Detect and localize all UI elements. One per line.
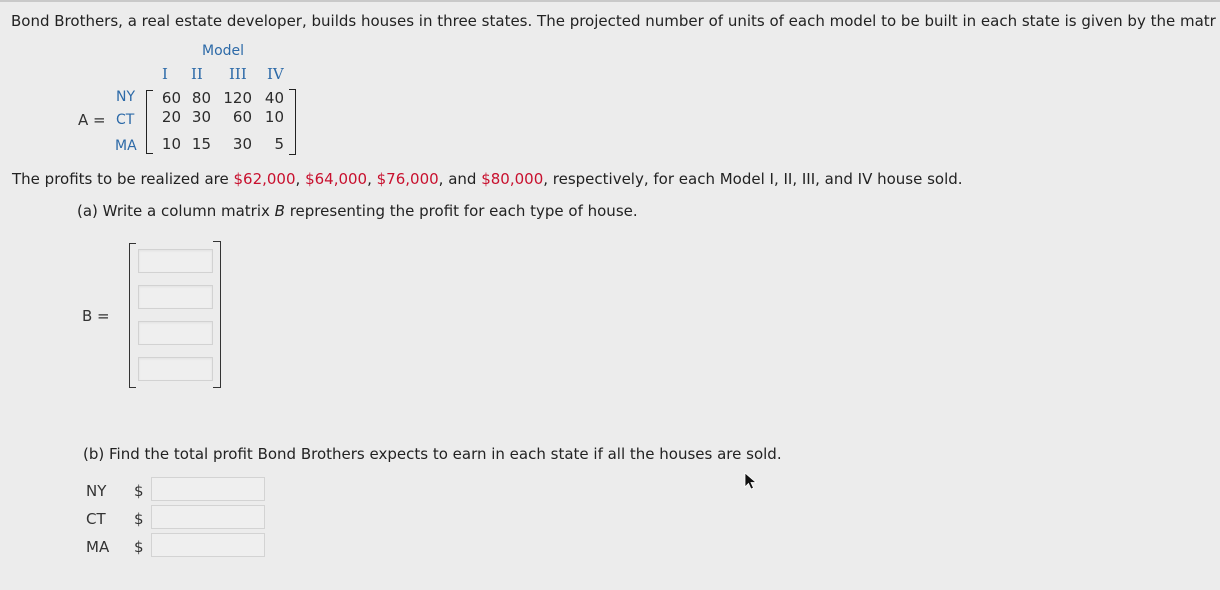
row-label-ct: CT <box>116 112 135 128</box>
state-label-ma: MA <box>86 538 110 556</box>
matrix-b-input-4[interactable] <box>138 357 213 381</box>
matrix-b-field-4[interactable] <box>139 358 212 380</box>
matrix-cell: 80 <box>191 89 211 107</box>
profits-text-end: , respectively, for each Model I, II, III, and IV house sold. <box>543 170 963 188</box>
ma-profit-input[interactable] <box>151 533 265 557</box>
dollar-sign: $ <box>134 482 144 500</box>
matrix-cell: 60 <box>161 89 181 107</box>
part-a-text-end: representing the profit for each type of house. <box>284 202 638 220</box>
matrix-cell: 60 <box>232 108 252 126</box>
row-label-ny: NY <box>116 89 136 105</box>
profits-text: The profits to be realized are <box>12 170 234 188</box>
top-divider <box>0 0 1220 2</box>
matrix-a-label: A = <box>78 111 106 129</box>
ma-profit-field[interactable] <box>152 534 264 556</box>
matrix-cell: 10 <box>161 135 181 153</box>
profit-model-iii: $76,000 <box>376 170 439 188</box>
matrix-cell: 30 <box>232 135 252 153</box>
part-b-prompt: (b) Find the total profit Bond Brothers expects to earn in each state if all the houses are sold. <box>83 445 782 463</box>
matrix-b-input-2[interactable] <box>138 285 213 309</box>
column-header-iii: III <box>229 65 247 83</box>
matrix-cell: 30 <box>191 108 211 126</box>
ct-profit-input[interactable] <box>151 505 265 529</box>
matrix-b-input-1[interactable] <box>138 249 213 273</box>
ny-profit-field[interactable] <box>152 478 264 500</box>
profits-sep: , and <box>438 170 482 188</box>
profit-model-ii: $64,000 <box>305 170 368 188</box>
profit-model-iv: $80,000 <box>481 170 544 188</box>
matrix-b-field-3[interactable] <box>139 322 212 344</box>
matrix-b-field-2[interactable] <box>139 286 212 308</box>
column-header-iv: IV <box>267 65 284 83</box>
profits-sep: , <box>367 170 377 188</box>
matrix-b-input-3[interactable] <box>138 321 213 345</box>
mouse-pointer-icon <box>744 472 758 490</box>
matrix-cell: 15 <box>191 135 211 153</box>
matrix-cell: 5 <box>274 135 284 153</box>
matrix-b-label: B = <box>82 307 110 325</box>
profits-sep: , <box>295 170 306 188</box>
matrix-cell: 20 <box>161 108 181 126</box>
matrix-model-label: Model <box>202 43 245 59</box>
row-label-ma: MA <box>115 138 137 154</box>
profits-sentence <box>12 170 963 188</box>
profit-model-i: $62,000 <box>233 170 296 188</box>
matrix-cell: 10 <box>264 108 284 126</box>
state-label-ny: NY <box>86 482 107 500</box>
part-a-variable: B <box>274 202 285 220</box>
matrix-b-right-bracket <box>213 241 221 388</box>
matrix-b-left-bracket <box>129 243 136 388</box>
matrix-a-right-bracket <box>289 89 296 155</box>
state-label-ct: CT <box>86 510 106 528</box>
matrix-b-field-1[interactable] <box>139 250 212 272</box>
problem-intro: Bond Brothers, a real estate developer, builds houses in three states. The projected number of units of each model to be built in each state is given by the matr <box>11 12 1216 30</box>
column-header-i: I <box>162 65 168 83</box>
column-header-ii: II <box>191 65 203 83</box>
dollar-sign: $ <box>134 538 144 556</box>
part-a-prompt <box>77 202 638 220</box>
dollar-sign: $ <box>134 510 144 528</box>
part-a-text: (a) Write a column matrix <box>77 202 275 220</box>
matrix-cell: 120 <box>223 89 252 107</box>
ny-profit-input[interactable] <box>151 477 265 501</box>
ct-profit-field[interactable] <box>152 506 264 528</box>
matrix-cell: 40 <box>264 89 284 107</box>
